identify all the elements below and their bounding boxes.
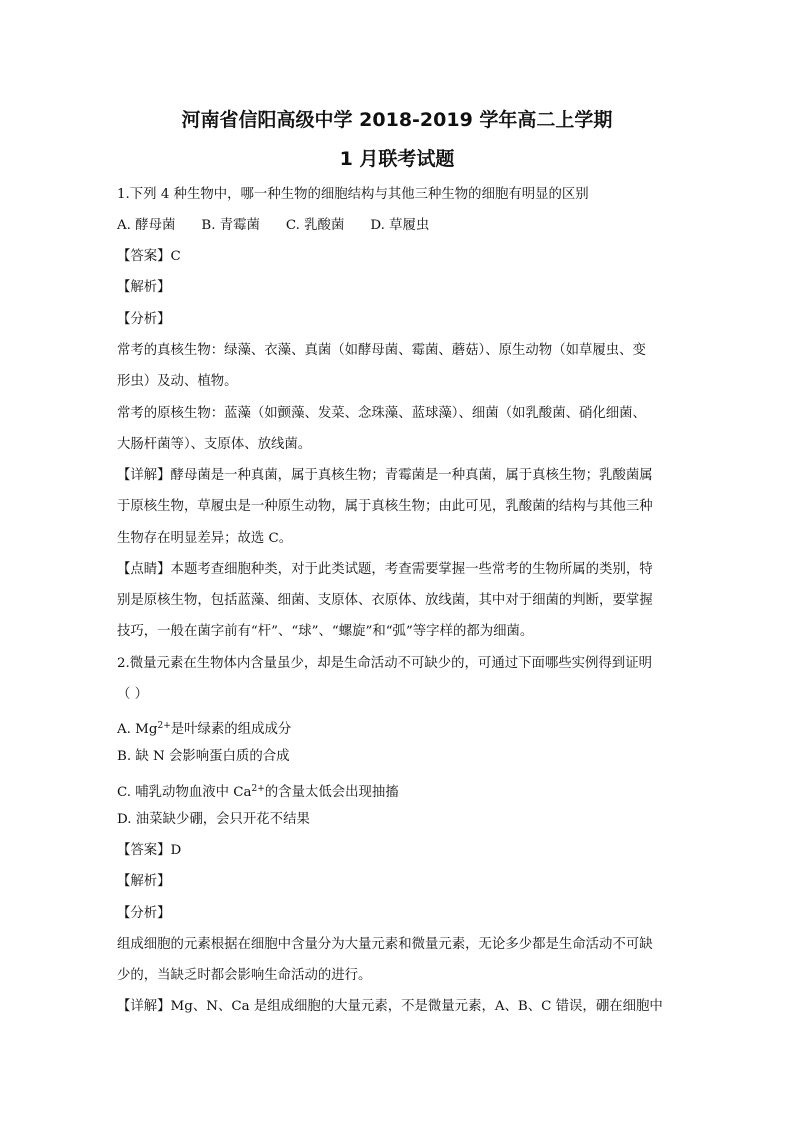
q1-analysis-line3: 常考的原核生物：蓝藻（如颤藻、发菜、念珠藻、蓝球藻）、细菌（如乳酸菌、硝化细菌、	[117, 406, 646, 421]
q1-analysis-line1: 常考的真核生物：绿藻、衣藻、真菌（如酵母菌、霉菌、蘑菇）、原生动物（如草履虫、变	[117, 343, 646, 358]
q2-choice-a-sup: 2+	[157, 721, 171, 731]
q2-detail-line1: 【详解】Mg、N、Ca 是组成细胞的大量元素，不是微量元素，A、B、C 错误，硼在细胞中	[117, 999, 663, 1014]
q1-detail-line1: 【详解】酵母菌是一种真菌，属于真核生物；青霉菌是一种真菌，属于真核生物；乳酸菌属	[117, 468, 653, 483]
q1-answer: 【答案】C	[117, 249, 181, 264]
q2-answer: 【答案】D	[117, 843, 182, 858]
q2-choice-c-pre: C. 哺乳动物血液中 Ca	[117, 785, 252, 800]
q2-jiexi-label: 【解析】	[117, 874, 171, 889]
q1-comment-line2: 别是原核生物，包括蓝藻、细菌、支原体、衣原体、放线菌，其中对于细菌的判断，要掌握	[117, 593, 653, 608]
q1-fenxi-label: 【分析】	[117, 312, 171, 327]
q2-choice-c-post: 的含量太低会出现抽搐	[264, 785, 399, 800]
q2-stem-line1: 2.微量元素在生物体内含量虽少，却是生命活动不可缺少的，可通过下面哪些实例得到证明	[117, 656, 653, 671]
q2-choice-c	[117, 780, 399, 802]
q2-choice-a-post: 是叶绿素的组成成分	[170, 722, 292, 737]
q2-stem-line2: （ ）	[117, 687, 149, 702]
q2-choice-d: D. 油菜缺少硼，会只开花不结果	[117, 812, 310, 827]
q2-fenxi-label: 【分析】	[117, 906, 171, 921]
q2-choice-a	[117, 717, 291, 739]
q1-analysis-line4: 大肠杆菌等）、支原体、放线菌。	[117, 437, 312, 452]
q1-choice-d: D. 草履虫	[370, 218, 430, 233]
q1-comment-line1: 【点睛】本题考查细胞种类，对于此类试题，考查需要掌握一些常考的生物所属的类别，特	[117, 562, 653, 577]
q1-stem: 1.下列 4 种生物中，哪一种生物的细胞结构与其他三种生物的细胞有明显的区别	[117, 187, 589, 202]
doc-title-line2: 1 月联考试题	[339, 148, 455, 170]
q2-choice-c-sup: 2+	[251, 784, 265, 794]
q2-choice-a-pre: A. Mg	[117, 722, 158, 737]
q2-analysis-line1: 组成细胞的元素根据在细胞中含量分为大量元素和微量元素，无论多少都是生命活动不可缺	[117, 937, 653, 952]
q1-choice-a: A. 酵母菌	[117, 218, 176, 233]
doc-title-line1: 河南省信阳高级中学 2018-2019 学年高二上学期	[181, 109, 613, 131]
q1-choice-b: B. 青霉菌	[201, 218, 260, 233]
q1-detail-line2: 于原核生物，草履虫是一种原生动物，属于真核生物；由此可见，乳酸菌的结构与其他三种	[117, 499, 653, 514]
q1-comment-line3: 技巧，一般在菌字前有“杆”、“球”、“螺旋”和“弧”等字样的都为细菌。	[117, 624, 534, 639]
q1-jiexi-label: 【解析】	[117, 280, 171, 295]
q1-choice-c: C. 乳酸菌	[285, 218, 345, 233]
q1-choices	[117, 217, 455, 235]
q2-analysis-line2: 少的，当缺乏时都会影响生命活动的进行。	[117, 968, 372, 983]
q2-choice-b: B. 缺 N 会影响蛋白质的合成	[117, 749, 290, 764]
q1-detail-line3: 生物存在明显差异；故选 C。	[117, 531, 293, 546]
q1-analysis-line2: 形虫）及动、植物。	[117, 374, 238, 389]
